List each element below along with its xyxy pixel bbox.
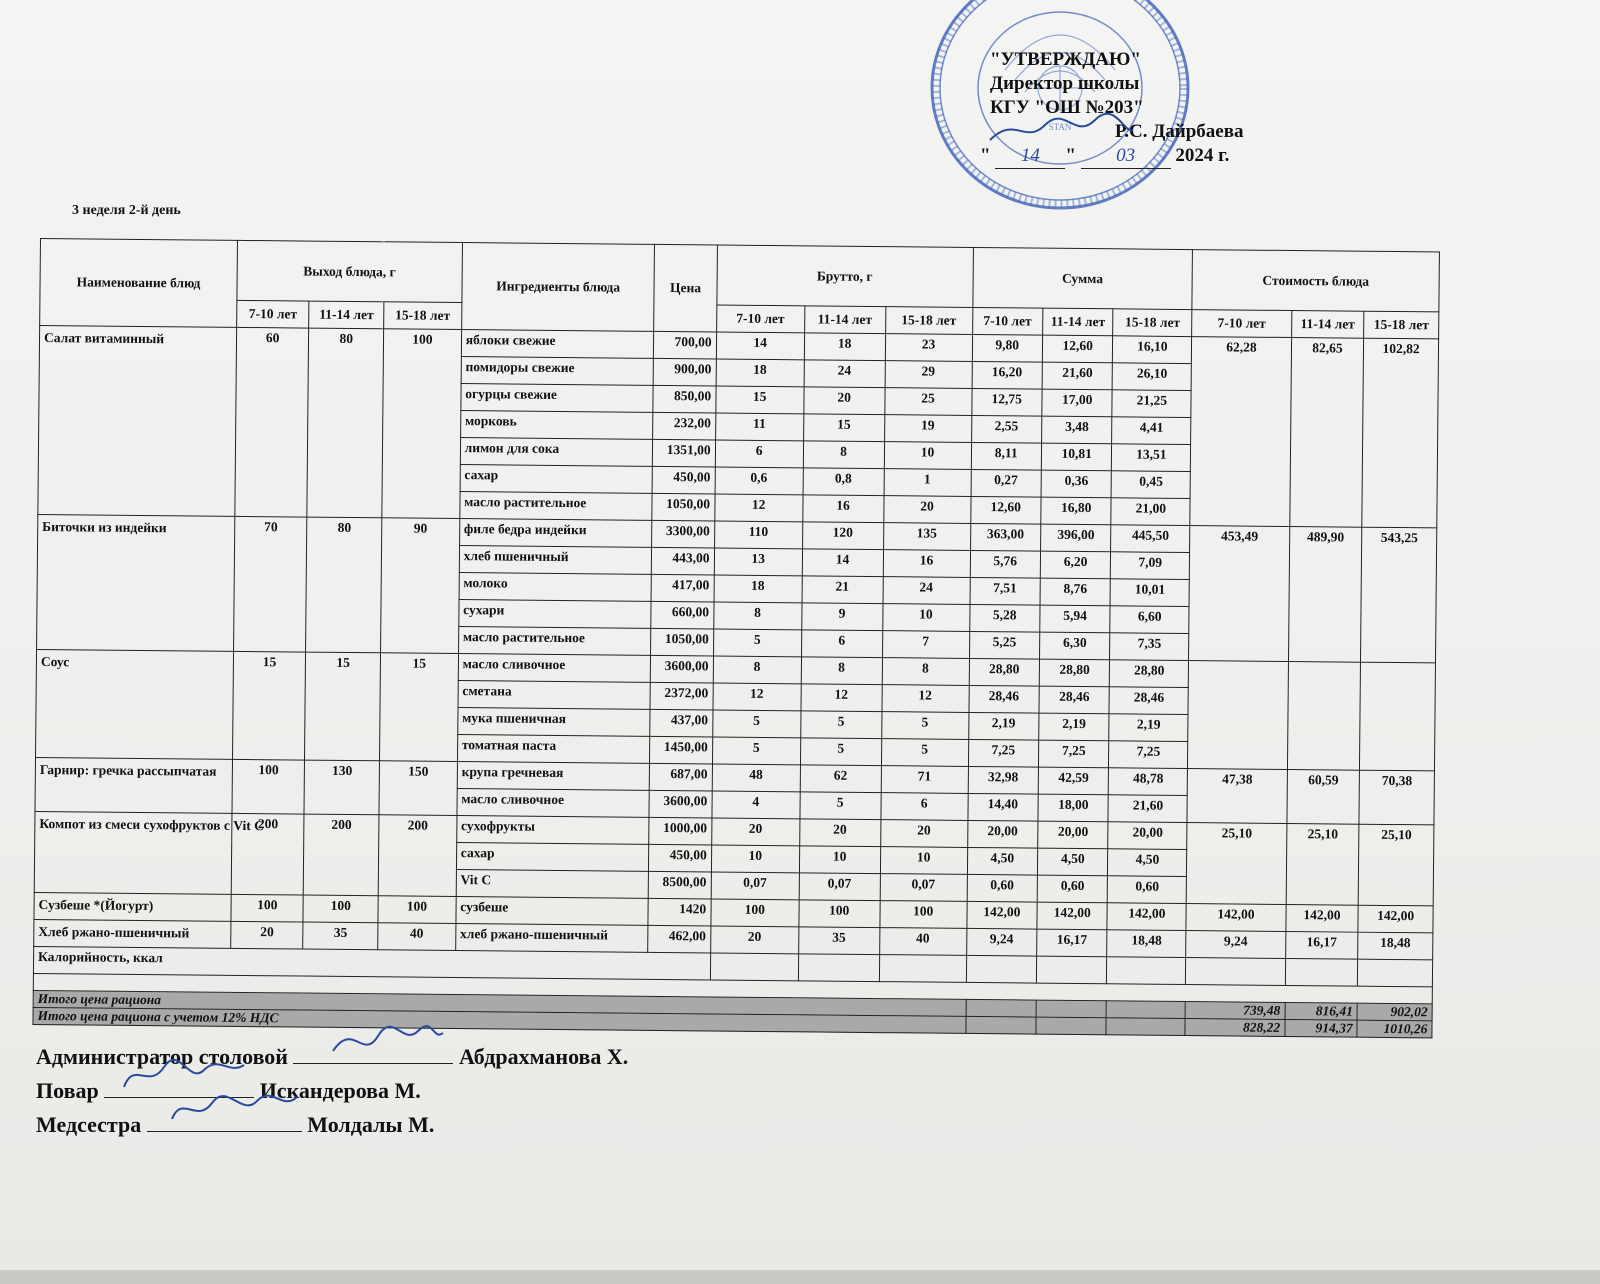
signatures bbox=[36, 1040, 628, 1142]
ingredient-gross: 5 bbox=[881, 739, 968, 767]
ingredient-sum: 4,50 bbox=[1037, 848, 1108, 876]
dish-cost: 25,10 bbox=[1186, 823, 1286, 905]
svg-text:STAN: STAN bbox=[1048, 122, 1072, 132]
ingredient-sum: 26,10 bbox=[1113, 363, 1192, 391]
ingredient-sum: 0,60 bbox=[1037, 875, 1108, 903]
ingredient-sum: 0,45 bbox=[1112, 471, 1191, 499]
ingredient-gross: 18 bbox=[716, 359, 804, 387]
dish-cost bbox=[1188, 661, 1289, 770]
ingredient-sum: 7,25 bbox=[1038, 740, 1109, 768]
ingredient-gross: 20 bbox=[883, 496, 970, 524]
ingredient-sum: 7,25 bbox=[1109, 741, 1188, 769]
ingredient-sum: 4,50 bbox=[967, 847, 1038, 875]
dish-output: 20 bbox=[231, 921, 304, 949]
ingredient-gross: 5 bbox=[712, 710, 800, 738]
ingredient-gross: 16 bbox=[803, 495, 884, 523]
calories-cell bbox=[1186, 958, 1286, 986]
ingredient-sum: 28,80 bbox=[969, 658, 1040, 686]
ingredient-gross: 20 bbox=[711, 818, 799, 846]
ingredient-gross: 23 bbox=[885, 334, 972, 362]
dish-cost: 489,90 bbox=[1288, 527, 1362, 663]
ingredient-name: хлеб ржано-пшеничный bbox=[455, 924, 648, 953]
ingredient-gross: 12 bbox=[713, 683, 801, 711]
ingredient-sum: 2,19 bbox=[1039, 713, 1110, 741]
calories-cell bbox=[798, 954, 879, 982]
calories-cell bbox=[966, 955, 1037, 983]
ingredient-name: масло сливочное bbox=[458, 654, 651, 683]
ingredient-sum: 16,17 bbox=[1037, 929, 1108, 957]
dish-name: Сузбеше *(Йогурт) bbox=[34, 892, 231, 921]
total-empty bbox=[965, 1016, 1036, 1034]
ingredient-price: 850,00 bbox=[653, 385, 715, 413]
ingredient-sum: 32,98 bbox=[968, 766, 1039, 794]
ingredient-price: 1000,00 bbox=[649, 817, 711, 845]
ingredient-sum: 6,20 bbox=[1040, 551, 1111, 579]
total-label: Итого цена рациона с учетом 12% НДС bbox=[33, 1007, 966, 1033]
ingredient-name: крупа гречневая bbox=[457, 762, 650, 791]
ingredient-gross: 0,8 bbox=[803, 468, 884, 496]
dish-cost: 543,25 bbox=[1361, 527, 1437, 663]
header-age1: 7-10 лет bbox=[237, 300, 310, 328]
ingredient-gross: 5 bbox=[713, 629, 801, 657]
ingredient-sum: 16,20 bbox=[972, 361, 1043, 389]
ingredient-gross: 100 bbox=[711, 899, 799, 927]
approval-month: 03 bbox=[1081, 144, 1171, 169]
ingredient-gross: 100 bbox=[879, 901, 966, 929]
ingredient-sum: 10,81 bbox=[1041, 443, 1112, 471]
header-age1: 7-10 лет bbox=[716, 305, 804, 333]
ingredient-gross: 4 bbox=[712, 791, 800, 819]
header-output: Выход блюда, г bbox=[237, 240, 462, 302]
ingredient-name: масло сливочное bbox=[457, 789, 650, 818]
total-value: 816,41 bbox=[1285, 1002, 1358, 1020]
ingredient-gross: 135 bbox=[883, 523, 970, 551]
ingredient-gross: 15 bbox=[803, 414, 884, 442]
ingredient-gross: 12 bbox=[882, 685, 969, 713]
ingredient-gross: 10 bbox=[711, 845, 799, 873]
dish-cost: 47,38 bbox=[1187, 769, 1287, 824]
ingredient-sum: 0,36 bbox=[1041, 470, 1112, 498]
ingredient-price: 3600,00 bbox=[651, 655, 713, 683]
ingredient-name: Vit C bbox=[456, 870, 649, 899]
approval-date: " 14 " 03 2024 г. bbox=[980, 144, 1243, 169]
ingredient-sum: 28,80 bbox=[1110, 660, 1189, 688]
ingredient-price: 900,00 bbox=[654, 358, 716, 386]
ingredient-gross: 18 bbox=[714, 575, 802, 603]
ingredient-price: 417,00 bbox=[651, 574, 713, 602]
ingredient-gross: 7 bbox=[882, 631, 969, 659]
approval-block bbox=[980, 48, 1244, 169]
ingredient-sum: 12,75 bbox=[971, 388, 1042, 416]
dish-output: 80 bbox=[306, 517, 382, 653]
ingredient-sum: 7,35 bbox=[1110, 633, 1189, 661]
header-age2: 11-14 лет bbox=[1043, 308, 1114, 336]
dish-cost bbox=[1287, 662, 1361, 771]
dish-output: 100 bbox=[231, 894, 304, 922]
ingredient-name: масло растительное bbox=[460, 492, 653, 521]
header-age1: 7-10 лет bbox=[972, 307, 1043, 335]
dish-name: Биточки из индейки bbox=[37, 514, 235, 651]
ingredient-gross: 10 bbox=[799, 846, 880, 874]
total-value: 902,02 bbox=[1357, 1003, 1432, 1021]
ingredient-gross: 8 bbox=[882, 658, 969, 686]
ingredient-sum: 363,00 bbox=[970, 523, 1041, 551]
total-value: 828,22 bbox=[1185, 1019, 1285, 1037]
ingredient-sum: 396,00 bbox=[1041, 524, 1112, 552]
ingredient-sum: 7,51 bbox=[970, 577, 1041, 605]
ingredient-gross: 20 bbox=[804, 387, 885, 415]
ingredient-sum: 6,60 bbox=[1110, 606, 1189, 634]
total-empty bbox=[1106, 1018, 1185, 1036]
total-empty bbox=[1036, 1017, 1107, 1035]
approval-organization: КГУ "ОШ №203" bbox=[990, 97, 1144, 118]
ingredient-sum: 21,25 bbox=[1112, 390, 1191, 418]
ingredient-gross: 110 bbox=[714, 521, 802, 549]
ingredient-sum: 7,09 bbox=[1111, 552, 1190, 580]
ingredient-name: хлеб пшеничный bbox=[459, 546, 652, 575]
ingredient-sum: 10,01 bbox=[1110, 579, 1189, 607]
ingredient-gross: 5 bbox=[800, 711, 881, 739]
ingredient-gross: 0,07 bbox=[711, 872, 799, 900]
ingredient-gross: 20 bbox=[880, 820, 967, 848]
ingredient-gross: 1 bbox=[884, 469, 971, 497]
calories-cell bbox=[879, 955, 966, 983]
ingredient-name: яблоки свежие bbox=[461, 330, 654, 359]
ingredient-sum: 42,59 bbox=[1038, 767, 1109, 795]
ingredient-gross: 6 bbox=[715, 440, 803, 468]
dish-output: 15 bbox=[232, 651, 306, 760]
ingredient-sum: 8,11 bbox=[971, 442, 1042, 470]
ingredient-gross: 5 bbox=[800, 738, 881, 766]
ingredient-sum: 8,76 bbox=[1040, 578, 1111, 606]
header-age3: 15-18 лет bbox=[1113, 309, 1192, 337]
approval-day: 14 bbox=[995, 144, 1065, 169]
ingredient-sum: 20,00 bbox=[1038, 821, 1109, 849]
ingredient-sum: 9,24 bbox=[966, 928, 1037, 956]
ingredient-gross: 6 bbox=[801, 630, 882, 658]
ingredient-price: 3300,00 bbox=[652, 520, 714, 548]
ingredient-price: 450,00 bbox=[649, 844, 711, 872]
ingredient-gross: 35 bbox=[798, 927, 879, 955]
ingredient-price: 8500,00 bbox=[649, 871, 711, 899]
calories-cell bbox=[710, 953, 798, 981]
dish-cost: 142,00 bbox=[1186, 904, 1286, 932]
ingredient-sum: 28,46 bbox=[969, 685, 1040, 713]
dish-output: 60 bbox=[235, 327, 309, 517]
header-price: Цена bbox=[654, 244, 717, 332]
ingredient-sum: 2,19 bbox=[1109, 714, 1188, 742]
signature-line bbox=[147, 1111, 302, 1132]
header-age2: 11-14 лет bbox=[309, 301, 384, 329]
approval-title: "УТВЕРЖДАЮ" bbox=[990, 49, 1141, 70]
dish-cost: 82,65 bbox=[1289, 338, 1363, 528]
ingredient-sum: 48,78 bbox=[1109, 768, 1188, 796]
ingredient-gross: 6 bbox=[880, 793, 967, 821]
ingredient-sum: 28,46 bbox=[1109, 687, 1188, 715]
dish-name: Компот из смеси сухофруктов с Vit C bbox=[34, 811, 232, 894]
ingredient-price: 3600,00 bbox=[649, 790, 711, 818]
dish-cost: 70,38 bbox=[1359, 770, 1434, 825]
ingredient-sum: 28,46 bbox=[1039, 686, 1110, 714]
header-age2: 11-14 лет bbox=[1291, 311, 1364, 339]
ingredient-gross: 14 bbox=[802, 549, 883, 577]
ingredient-gross: 8 bbox=[713, 602, 801, 630]
total-value: 914,37 bbox=[1285, 1019, 1358, 1037]
dish-name: Гарнир: гречка рассыпчатая bbox=[35, 757, 232, 813]
ingredient-sum: 18,48 bbox=[1107, 930, 1186, 958]
dish-name: Хлеб ржано-пшеничный bbox=[34, 919, 231, 948]
signature-cook: Повар Искандерова М. bbox=[36, 1074, 628, 1108]
ingredient-sum: 2,19 bbox=[968, 712, 1039, 740]
header-age3: 15-18 лет bbox=[885, 307, 972, 335]
ingredient-gross: 18 bbox=[804, 333, 885, 361]
ingredient-sum: 0,27 bbox=[971, 469, 1042, 497]
ingredient-gross: 12 bbox=[714, 494, 802, 522]
ingredient-sum: 12,60 bbox=[1042, 335, 1113, 363]
ingredient-price: 1450,00 bbox=[650, 736, 712, 764]
ingredient-gross: 0,07 bbox=[880, 874, 967, 902]
calories-cell bbox=[1285, 958, 1358, 986]
ingredient-gross: 8 bbox=[803, 441, 884, 469]
ingredient-gross: 100 bbox=[799, 900, 880, 928]
dish-name: Соус bbox=[36, 649, 234, 759]
ingredient-sum: 445,50 bbox=[1111, 525, 1190, 553]
ingredient-gross: 29 bbox=[885, 361, 972, 389]
ingredient-price: 232,00 bbox=[653, 412, 715, 440]
ingredient-name: молоко bbox=[459, 573, 652, 602]
ingredient-price: 462,00 bbox=[648, 925, 710, 953]
ingredient-gross: 40 bbox=[879, 928, 966, 956]
dish-cost: 25,10 bbox=[1286, 823, 1359, 905]
ingredient-sum: 12,60 bbox=[970, 496, 1041, 524]
header-sum: Сумма bbox=[972, 247, 1192, 309]
ingredient-gross: 21 bbox=[802, 576, 883, 604]
approval-signer: Р.С. Дайрбаева bbox=[1115, 121, 1244, 142]
ingredient-name: помидоры свежие bbox=[461, 357, 654, 386]
ingredient-gross: 15 bbox=[715, 386, 803, 414]
ingredient-price: 443,00 bbox=[652, 547, 714, 575]
dish-output: 40 bbox=[378, 923, 456, 951]
ingredient-price: 1050,00 bbox=[652, 493, 714, 521]
calories-cell bbox=[1107, 957, 1186, 985]
ingredient-gross: 5 bbox=[800, 792, 881, 820]
ingredient-gross: 11 bbox=[715, 413, 803, 441]
header-gross: Брутто, г bbox=[717, 245, 973, 307]
dish-output: 130 bbox=[304, 760, 379, 815]
ingredient-sum: 9,80 bbox=[972, 334, 1043, 362]
ingredient-price: 1420 bbox=[648, 898, 710, 926]
header-age3: 15-18 лет bbox=[384, 302, 462, 330]
ingredient-price: 450,00 bbox=[653, 466, 715, 494]
ingredient-price: 687,00 bbox=[650, 763, 712, 791]
calories-label: Калорийность, ккал bbox=[33, 946, 710, 979]
dish-cost: 453,49 bbox=[1189, 526, 1290, 662]
ingredient-gross: 10 bbox=[884, 442, 971, 470]
ingredient-gross: 19 bbox=[884, 415, 971, 443]
menu-day: 3 неделя 2-й день bbox=[72, 203, 181, 218]
ingredient-sum: 5,94 bbox=[1040, 605, 1111, 633]
dish-output: 15 bbox=[380, 653, 459, 762]
ingredient-sum: 142,00 bbox=[1037, 902, 1108, 930]
ingredient-name: сухари bbox=[459, 600, 652, 629]
dish-output: 100 bbox=[378, 896, 456, 924]
ingredient-gross: 10 bbox=[880, 847, 967, 875]
header-dish: Наименование блюд bbox=[40, 239, 238, 328]
ingredient-name: сузбеше bbox=[456, 897, 649, 926]
ingredient-sum: 18,00 bbox=[1038, 794, 1109, 822]
dish-output: 15 bbox=[305, 652, 381, 761]
dish-output: 80 bbox=[307, 328, 383, 518]
ingredient-name: томатная паста bbox=[457, 735, 650, 764]
ingredient-gross: 62 bbox=[800, 765, 881, 793]
signature-admin: Администратор столовой Абдрахманова Х. bbox=[36, 1040, 628, 1074]
menu-table bbox=[32, 238, 1439, 1038]
dish-output: 70 bbox=[233, 516, 307, 652]
dish-cost: 62,28 bbox=[1190, 337, 1291, 527]
ingredient-gross: 5 bbox=[881, 712, 968, 740]
ingredient-gross: 13 bbox=[714, 548, 802, 576]
header-age2: 11-14 лет bbox=[804, 306, 885, 334]
ingredient-name: масло растительное bbox=[458, 627, 651, 656]
signature-nurse: Медсестра Молдалы М. bbox=[36, 1108, 628, 1142]
total-empty bbox=[1107, 1001, 1186, 1019]
dish-cost: 142,00 bbox=[1286, 904, 1359, 932]
dish-cost: 9,24 bbox=[1186, 931, 1286, 959]
ingredient-sum: 6,30 bbox=[1040, 632, 1111, 660]
dish-output: 100 bbox=[382, 329, 462, 519]
header-ingredients: Ингредиенты блюда bbox=[461, 243, 655, 332]
total-value: 739,48 bbox=[1185, 1002, 1285, 1020]
ingredient-sum: 4,41 bbox=[1112, 417, 1191, 445]
dish-output: 100 bbox=[303, 895, 378, 923]
ingredient-sum: 0,60 bbox=[967, 874, 1038, 902]
ingredient-price: 1351,00 bbox=[653, 439, 715, 467]
ingredient-price: 700,00 bbox=[654, 331, 716, 359]
ingredient-sum: 28,80 bbox=[1039, 659, 1110, 687]
ingredient-sum: 14,40 bbox=[967, 793, 1038, 821]
ingredient-gross: 25 bbox=[884, 388, 971, 416]
dish-cost: 60,59 bbox=[1287, 769, 1360, 824]
dish-name: Салат витаминный bbox=[38, 326, 237, 517]
ingredient-sum: 3,48 bbox=[1042, 416, 1113, 444]
ingredient-price: 437,00 bbox=[650, 709, 712, 737]
signature-scribble bbox=[147, 1089, 302, 1129]
ingredient-gross: 0,6 bbox=[715, 467, 803, 495]
ingredient-gross: 9 bbox=[801, 603, 882, 631]
approval-position: Директор школы bbox=[990, 73, 1140, 94]
signature-scribble bbox=[293, 1021, 453, 1061]
dish-output: 100 bbox=[232, 759, 305, 814]
ingredient-sum: 4,50 bbox=[1108, 849, 1187, 877]
total-value: 1010,26 bbox=[1357, 1020, 1432, 1038]
director-signature bbox=[985, 110, 1135, 150]
ingredient-gross: 8 bbox=[801, 657, 882, 685]
ingredient-sum: 21,60 bbox=[1042, 362, 1113, 390]
ingredient-gross: 12 bbox=[801, 684, 882, 712]
ingredient-gross: 0,07 bbox=[799, 873, 880, 901]
calories-cell bbox=[1036, 956, 1107, 984]
dish-cost: 102,82 bbox=[1362, 338, 1439, 528]
total-label: Итого цена рациона bbox=[33, 990, 966, 1016]
ingredient-gross: 24 bbox=[804, 360, 885, 388]
ingredient-sum: 21,00 bbox=[1111, 498, 1190, 526]
ingredient-sum: 21,60 bbox=[1108, 795, 1187, 823]
ingredient-sum: 20,00 bbox=[967, 820, 1038, 848]
ingredient-gross: 5 bbox=[712, 737, 800, 765]
header-age3: 15-18 лет bbox=[1364, 311, 1439, 339]
ingredient-sum: 5,76 bbox=[970, 550, 1041, 578]
ingredient-name: мука пшеничная bbox=[457, 708, 650, 737]
ingredient-sum: 13,51 bbox=[1112, 444, 1191, 472]
ingredient-gross: 48 bbox=[712, 764, 800, 792]
ingredient-sum: 142,00 bbox=[1107, 903, 1186, 931]
ingredient-name: морковь bbox=[460, 411, 653, 440]
dish-output: 90 bbox=[381, 518, 460, 654]
calories-cell bbox=[1358, 959, 1433, 987]
ingredient-price: 660,00 bbox=[651, 601, 713, 629]
ingredient-sum: 2,55 bbox=[971, 415, 1042, 443]
ingredient-sum: 142,00 bbox=[966, 901, 1037, 929]
ingredient-price: 2372,00 bbox=[650, 682, 712, 710]
ingredient-sum: 20,00 bbox=[1108, 822, 1187, 850]
dish-cost: 16,17 bbox=[1285, 931, 1358, 959]
ingredient-gross: 20 bbox=[799, 819, 880, 847]
ingredient-sum: 5,25 bbox=[969, 631, 1040, 659]
dish-output: 150 bbox=[379, 761, 457, 816]
dish-output: 35 bbox=[303, 922, 378, 950]
ingredient-name: филе бедра индейки bbox=[459, 519, 652, 548]
header-cost: Стоимость блюда bbox=[1192, 250, 1439, 312]
ingredient-name: сахар bbox=[460, 465, 653, 494]
ingredient-name: сметана bbox=[458, 681, 651, 710]
ingredient-gross: 14 bbox=[716, 332, 804, 360]
total-empty bbox=[966, 999, 1037, 1017]
ingredient-gross: 8 bbox=[713, 656, 801, 684]
total-empty bbox=[1036, 1000, 1107, 1018]
ingredient-name: огурцы свежие bbox=[461, 384, 654, 413]
dish-cost bbox=[1360, 662, 1436, 771]
dish-output: 200 bbox=[378, 815, 456, 897]
ingredient-sum: 7,25 bbox=[968, 739, 1039, 767]
signature-line bbox=[293, 1043, 453, 1064]
ingredient-name: сахар bbox=[456, 843, 649, 872]
ingredient-sum: 0,60 bbox=[1108, 876, 1187, 904]
ingredient-sum: 5,28 bbox=[969, 604, 1040, 632]
ingredient-sum: 16,10 bbox=[1113, 336, 1192, 364]
dish-cost: 25,10 bbox=[1358, 824, 1434, 906]
ingredient-gross: 71 bbox=[881, 766, 968, 794]
header-age1: 7-10 лет bbox=[1192, 310, 1292, 338]
ingredient-gross: 16 bbox=[883, 550, 970, 578]
dish-output: 200 bbox=[304, 814, 379, 896]
ingredient-sum: 16,80 bbox=[1041, 497, 1112, 525]
ingredient-name: сухофрукты bbox=[456, 816, 649, 845]
dish-cost: 142,00 bbox=[1358, 905, 1433, 933]
ingredient-gross: 24 bbox=[883, 577, 970, 605]
dish-output: 200 bbox=[231, 813, 304, 895]
ingredient-name: лимон для сока bbox=[460, 438, 653, 467]
ingredient-gross: 10 bbox=[882, 604, 969, 632]
ingredient-gross: 20 bbox=[710, 926, 798, 954]
ingredient-gross: 120 bbox=[802, 522, 883, 550]
ingredient-sum: 17,00 bbox=[1042, 389, 1113, 417]
ingredient-price: 1050,00 bbox=[651, 628, 713, 656]
dish-cost: 18,48 bbox=[1358, 932, 1433, 960]
